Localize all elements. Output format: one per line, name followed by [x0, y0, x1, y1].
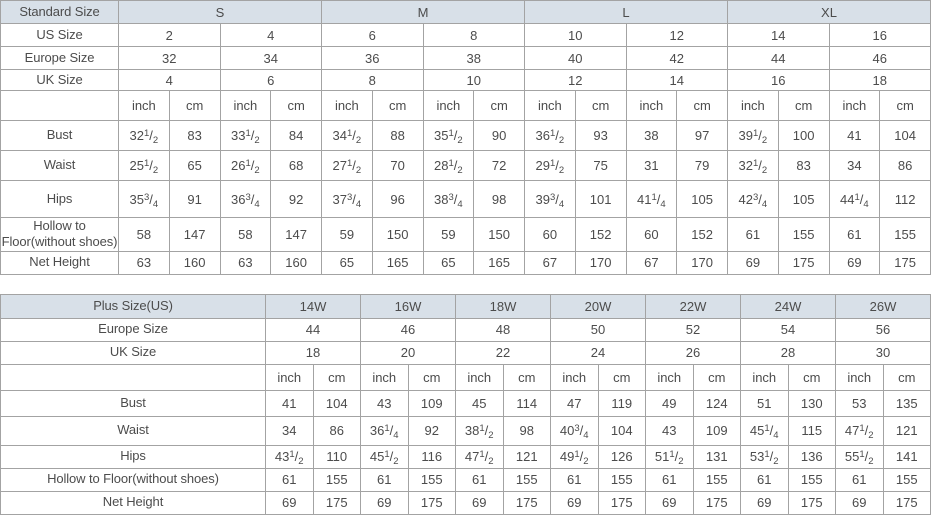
size-header-cell: 16W	[361, 294, 456, 318]
value-cell: 79	[677, 151, 728, 181]
unit-header-cell: inch	[829, 91, 880, 121]
value-cell: 51	[741, 390, 789, 416]
value-cell: 61	[836, 468, 884, 491]
value-cell: 86	[880, 151, 931, 181]
value-cell: 26	[646, 341, 741, 364]
value-cell: 155	[313, 468, 361, 491]
table-row	[1, 341, 931, 364]
unit-header-cell: inch	[322, 91, 373, 121]
value-cell: 90	[474, 121, 525, 151]
value-cell: 124	[693, 390, 741, 416]
value-cell: 92	[271, 181, 322, 218]
value-cell: 30	[836, 341, 931, 364]
table-row	[1, 24, 931, 47]
value-cell: 63	[119, 251, 170, 274]
value-cell: 69	[741, 491, 789, 514]
value-cell: 61	[741, 468, 789, 491]
value-cell: 170	[677, 251, 728, 274]
value-cell: 16	[728, 70, 830, 91]
value-cell: 110	[313, 445, 361, 468]
value-cell: 152	[575, 218, 626, 252]
plus-size-table	[0, 294, 931, 515]
unit-header-cell: cm	[503, 364, 551, 390]
value-cell: 40	[525, 47, 627, 70]
value-cell: 155	[503, 468, 551, 491]
value-cell: 116	[408, 445, 456, 468]
value-cell: 58	[119, 218, 170, 252]
value-cell: 6	[220, 70, 322, 91]
value-cell: 34	[220, 47, 322, 70]
value-cell: 59	[423, 218, 474, 252]
value-cell: 61	[829, 218, 880, 252]
value-cell: 52	[646, 318, 741, 341]
value-cell: 92	[408, 416, 456, 445]
value-cell: 24	[551, 341, 646, 364]
table-row	[1, 151, 931, 181]
value-cell: $47^1/_2$	[836, 416, 884, 445]
value-cell: $35^3/_4$	[119, 181, 170, 218]
unit-header-cell: cm	[788, 364, 836, 390]
value-cell: 61	[646, 468, 694, 491]
value-cell: 175	[883, 491, 931, 514]
value-cell: 28	[741, 341, 836, 364]
value-cell: $29^1/_2$	[525, 151, 576, 181]
unit-header-cell: inch	[119, 91, 170, 121]
value-cell: 86	[313, 416, 361, 445]
unit-header-cell: cm	[313, 364, 361, 390]
value-cell: 45	[456, 390, 504, 416]
unit-header-cell: inch	[525, 91, 576, 121]
value-cell: $25^1/_2$	[119, 151, 170, 181]
table-row	[1, 416, 931, 445]
value-cell: 105	[677, 181, 728, 218]
value-cell: $40^3/_4$	[551, 416, 599, 445]
value-cell: $33^1/_2$	[220, 121, 271, 151]
value-cell: 56	[836, 318, 931, 341]
unit-header-cell: cm	[598, 364, 646, 390]
value-cell: $49^1/_2$	[551, 445, 599, 468]
row-label: Bust	[1, 390, 266, 416]
table-row	[1, 91, 931, 121]
table-row	[1, 364, 931, 390]
value-cell: 136	[788, 445, 836, 468]
value-cell: 18	[266, 341, 361, 364]
table-gap	[0, 275, 931, 294]
value-cell: 69	[551, 491, 599, 514]
value-cell: 98	[474, 181, 525, 218]
size-header-cell: M	[322, 1, 525, 24]
value-cell: 155	[883, 468, 931, 491]
value-cell: 61	[456, 468, 504, 491]
value-cell: 109	[693, 416, 741, 445]
table-row	[1, 491, 931, 514]
table-row	[1, 318, 931, 341]
value-cell: 43	[646, 416, 694, 445]
value-cell: $38^3/_4$	[423, 181, 474, 218]
value-cell: 47	[551, 390, 599, 416]
unit-header-cell: cm	[778, 91, 829, 121]
value-cell: $26^1/_2$	[220, 151, 271, 181]
value-cell: 175	[778, 251, 829, 274]
value-cell: 170	[575, 251, 626, 274]
value-cell: 12	[525, 70, 627, 91]
row-label: Bust	[1, 121, 119, 151]
unit-header-cell: cm	[169, 91, 220, 121]
value-cell: $43^1/_2$	[266, 445, 314, 468]
value-cell: 175	[693, 491, 741, 514]
value-cell: 8	[423, 24, 525, 47]
size-header-cell: 18W	[456, 294, 551, 318]
value-cell: 2	[119, 24, 221, 47]
table-row	[1, 218, 931, 252]
unit-header-cell: cm	[575, 91, 626, 121]
value-cell: 20	[361, 341, 456, 364]
value-cell: 84	[271, 121, 322, 151]
value-cell: 65	[423, 251, 474, 274]
value-cell: 175	[313, 491, 361, 514]
value-cell: $35^1/_2$	[423, 121, 474, 151]
value-cell: 160	[169, 251, 220, 274]
value-cell: 155	[408, 468, 456, 491]
value-cell: 50	[551, 318, 646, 341]
unit-header-cell: cm	[677, 91, 728, 121]
unit-header-cell: inch	[626, 91, 677, 121]
row-label: UK Size	[1, 341, 266, 364]
size-header-cell: L	[525, 1, 728, 24]
value-cell: 96	[372, 181, 423, 218]
value-cell: 65	[322, 251, 373, 274]
unit-header-cell: inch	[836, 364, 884, 390]
value-cell: $45^1/_4$	[741, 416, 789, 445]
value-cell: 100	[778, 121, 829, 151]
value-cell: 112	[880, 181, 931, 218]
unit-header-cell: inch	[456, 364, 504, 390]
row-label: Waist	[1, 416, 266, 445]
value-cell: 58	[220, 218, 271, 252]
row-label: Standard Size	[1, 1, 119, 24]
value-cell: 4	[220, 24, 322, 47]
value-cell: 104	[313, 390, 361, 416]
value-cell: 14	[626, 70, 728, 91]
size-header-cell: 22W	[646, 294, 741, 318]
value-cell: $37^3/_4$	[322, 181, 373, 218]
value-cell: $55^1/_2$	[836, 445, 884, 468]
unit-header-cell: inch	[646, 364, 694, 390]
table-row	[1, 390, 931, 416]
value-cell: 60	[626, 218, 677, 252]
value-cell: 121	[883, 416, 931, 445]
value-cell: 75	[575, 151, 626, 181]
value-cell: 165	[474, 251, 525, 274]
value-cell: 38	[423, 47, 525, 70]
value-cell: 6	[322, 24, 424, 47]
value-cell: 101	[575, 181, 626, 218]
value-cell: 131	[693, 445, 741, 468]
value-cell: 61	[551, 468, 599, 491]
value-cell: 61	[266, 468, 314, 491]
value-cell: 31	[626, 151, 677, 181]
value-cell: 46	[361, 318, 456, 341]
value-cell: 70	[372, 151, 423, 181]
value-cell: 115	[788, 416, 836, 445]
value-cell: 175	[880, 251, 931, 274]
value-cell: $36^1/_4$	[361, 416, 409, 445]
value-cell: 38	[626, 121, 677, 151]
value-cell: $42^3/_4$	[728, 181, 779, 218]
value-cell: 69	[456, 491, 504, 514]
row-label: US Size	[1, 24, 119, 47]
value-cell: $36^1/_2$	[525, 121, 576, 151]
value-cell: 83	[169, 121, 220, 151]
value-cell: 150	[474, 218, 525, 252]
value-cell: 44	[266, 318, 361, 341]
value-cell: 105	[778, 181, 829, 218]
value-cell: 32	[119, 47, 221, 70]
value-cell: $41^1/_4$	[626, 181, 677, 218]
value-cell: 150	[372, 218, 423, 252]
value-cell: 69	[829, 251, 880, 274]
table-row	[1, 445, 931, 468]
value-cell: 49	[646, 390, 694, 416]
value-cell: 155	[788, 468, 836, 491]
row-label: Hips	[1, 445, 266, 468]
unit-header-cell: inch	[220, 91, 271, 121]
value-cell: 155	[598, 468, 646, 491]
value-cell: $27^1/_2$	[322, 151, 373, 181]
value-cell: 152	[677, 218, 728, 252]
value-cell: $32^1/_2$	[728, 151, 779, 181]
row-label: Net Height	[1, 251, 119, 274]
value-cell: 34	[829, 151, 880, 181]
value-cell: 14	[728, 24, 830, 47]
value-cell: 119	[598, 390, 646, 416]
unit-header-cell: inch	[551, 364, 599, 390]
value-cell: $44^1/_4$	[829, 181, 880, 218]
value-cell: 53	[836, 390, 884, 416]
row-label: Net Height	[1, 491, 266, 514]
value-cell: 109	[408, 390, 456, 416]
value-cell: 10	[525, 24, 627, 47]
plus-size-section	[0, 294, 931, 515]
size-header-cell: S	[119, 1, 322, 24]
value-cell: 130	[788, 390, 836, 416]
row-label: Europe Size	[1, 47, 119, 70]
row-label: Europe Size	[1, 318, 266, 341]
unit-header-cell: cm	[880, 91, 931, 121]
value-cell: 43	[361, 390, 409, 416]
row-label: Waist	[1, 151, 119, 181]
unit-header-cell: cm	[883, 364, 931, 390]
value-cell: 165	[372, 251, 423, 274]
value-cell: 147	[169, 218, 220, 252]
table-row	[1, 121, 931, 151]
value-cell: 155	[778, 218, 829, 252]
size-header-cell: 14W	[266, 294, 361, 318]
value-cell: 61	[728, 218, 779, 252]
value-cell: 104	[598, 416, 646, 445]
value-cell: 61	[361, 468, 409, 491]
value-cell: $45^1/_2$	[361, 445, 409, 468]
value-cell: 67	[525, 251, 576, 274]
unit-header-cell: cm	[372, 91, 423, 121]
value-cell: 175	[503, 491, 551, 514]
value-cell: 155	[880, 218, 931, 252]
value-cell: 4	[119, 70, 221, 91]
value-cell: 91	[169, 181, 220, 218]
value-cell: 175	[788, 491, 836, 514]
value-cell: 60	[525, 218, 576, 252]
value-cell: $36^3/_4$	[220, 181, 271, 218]
size-header-cell: 26W	[836, 294, 931, 318]
value-cell: 16	[829, 24, 931, 47]
value-cell: 63	[220, 251, 271, 274]
row-label	[1, 364, 266, 390]
value-cell: 41	[829, 121, 880, 151]
value-cell: 69	[728, 251, 779, 274]
value-cell: 69	[836, 491, 884, 514]
value-cell: $38^1/_2$	[456, 416, 504, 445]
unit-header-cell: cm	[474, 91, 525, 121]
unit-header-cell: inch	[728, 91, 779, 121]
value-cell: 98	[503, 416, 551, 445]
value-cell: 41	[266, 390, 314, 416]
table-row	[1, 70, 931, 91]
row-label: Hollow to Floor(without shoes)	[1, 468, 266, 491]
value-cell: 114	[503, 390, 551, 416]
value-cell: 126	[598, 445, 646, 468]
value-cell: $47^1/_2$	[456, 445, 504, 468]
unit-header-cell: cm	[271, 91, 322, 121]
unit-header-cell: inch	[266, 364, 314, 390]
value-cell: 36	[322, 47, 424, 70]
size-header-cell: XL	[728, 1, 931, 24]
value-cell: $32^1/_2$	[119, 121, 170, 151]
unit-header-cell: inch	[741, 364, 789, 390]
value-cell: 155	[693, 468, 741, 491]
value-cell: 48	[456, 318, 551, 341]
table-row	[1, 294, 931, 318]
table-row	[1, 181, 931, 218]
size-header-cell: 20W	[551, 294, 646, 318]
table-row	[1, 468, 931, 491]
value-cell: 59	[322, 218, 373, 252]
row-label: Plus Size(US)	[1, 294, 266, 318]
value-cell: 18	[829, 70, 931, 91]
value-cell: $51^1/_2$	[646, 445, 694, 468]
unit-header-cell: cm	[693, 364, 741, 390]
value-cell: 69	[361, 491, 409, 514]
row-label: UK Size	[1, 70, 119, 91]
value-cell: $39^1/_2$	[728, 121, 779, 151]
value-cell: 69	[266, 491, 314, 514]
value-cell: 44	[728, 47, 830, 70]
value-cell: 175	[408, 491, 456, 514]
table-row	[1, 251, 931, 274]
value-cell: 69	[646, 491, 694, 514]
row-label: Hips	[1, 181, 119, 218]
value-cell: 10	[423, 70, 525, 91]
value-cell: 121	[503, 445, 551, 468]
value-cell: 160	[271, 251, 322, 274]
value-cell: 12	[626, 24, 728, 47]
value-cell: 65	[169, 151, 220, 181]
value-cell: 83	[778, 151, 829, 181]
value-cell: 34	[266, 416, 314, 445]
value-cell: 175	[598, 491, 646, 514]
size-header-cell: 24W	[741, 294, 836, 318]
value-cell: 104	[880, 121, 931, 151]
value-cell: 67	[626, 251, 677, 274]
row-label: Hollow to Floor(without shoes)	[1, 218, 118, 250]
table-row	[1, 47, 931, 70]
value-cell: 8	[322, 70, 424, 91]
value-cell: 141	[883, 445, 931, 468]
value-cell: 93	[575, 121, 626, 151]
value-cell: 46	[829, 47, 931, 70]
table-row	[1, 1, 931, 24]
value-cell: 68	[271, 151, 322, 181]
value-cell: 42	[626, 47, 728, 70]
value-cell: 88	[372, 121, 423, 151]
value-cell: 147	[271, 218, 322, 252]
unit-header-cell: inch	[361, 364, 409, 390]
row-label	[1, 91, 119, 121]
value-cell: 97	[677, 121, 728, 151]
unit-header-cell: cm	[408, 364, 456, 390]
value-cell: 22	[456, 341, 551, 364]
unit-header-cell: inch	[423, 91, 474, 121]
value-cell: 72	[474, 151, 525, 181]
value-cell: $39^3/_4$	[525, 181, 576, 218]
value-cell: $28^1/_2$	[423, 151, 474, 181]
value-cell: $34^1/_2$	[322, 121, 373, 151]
value-cell: 135	[883, 390, 931, 416]
value-cell: 54	[741, 318, 836, 341]
value-cell: $53^1/_2$	[741, 445, 789, 468]
